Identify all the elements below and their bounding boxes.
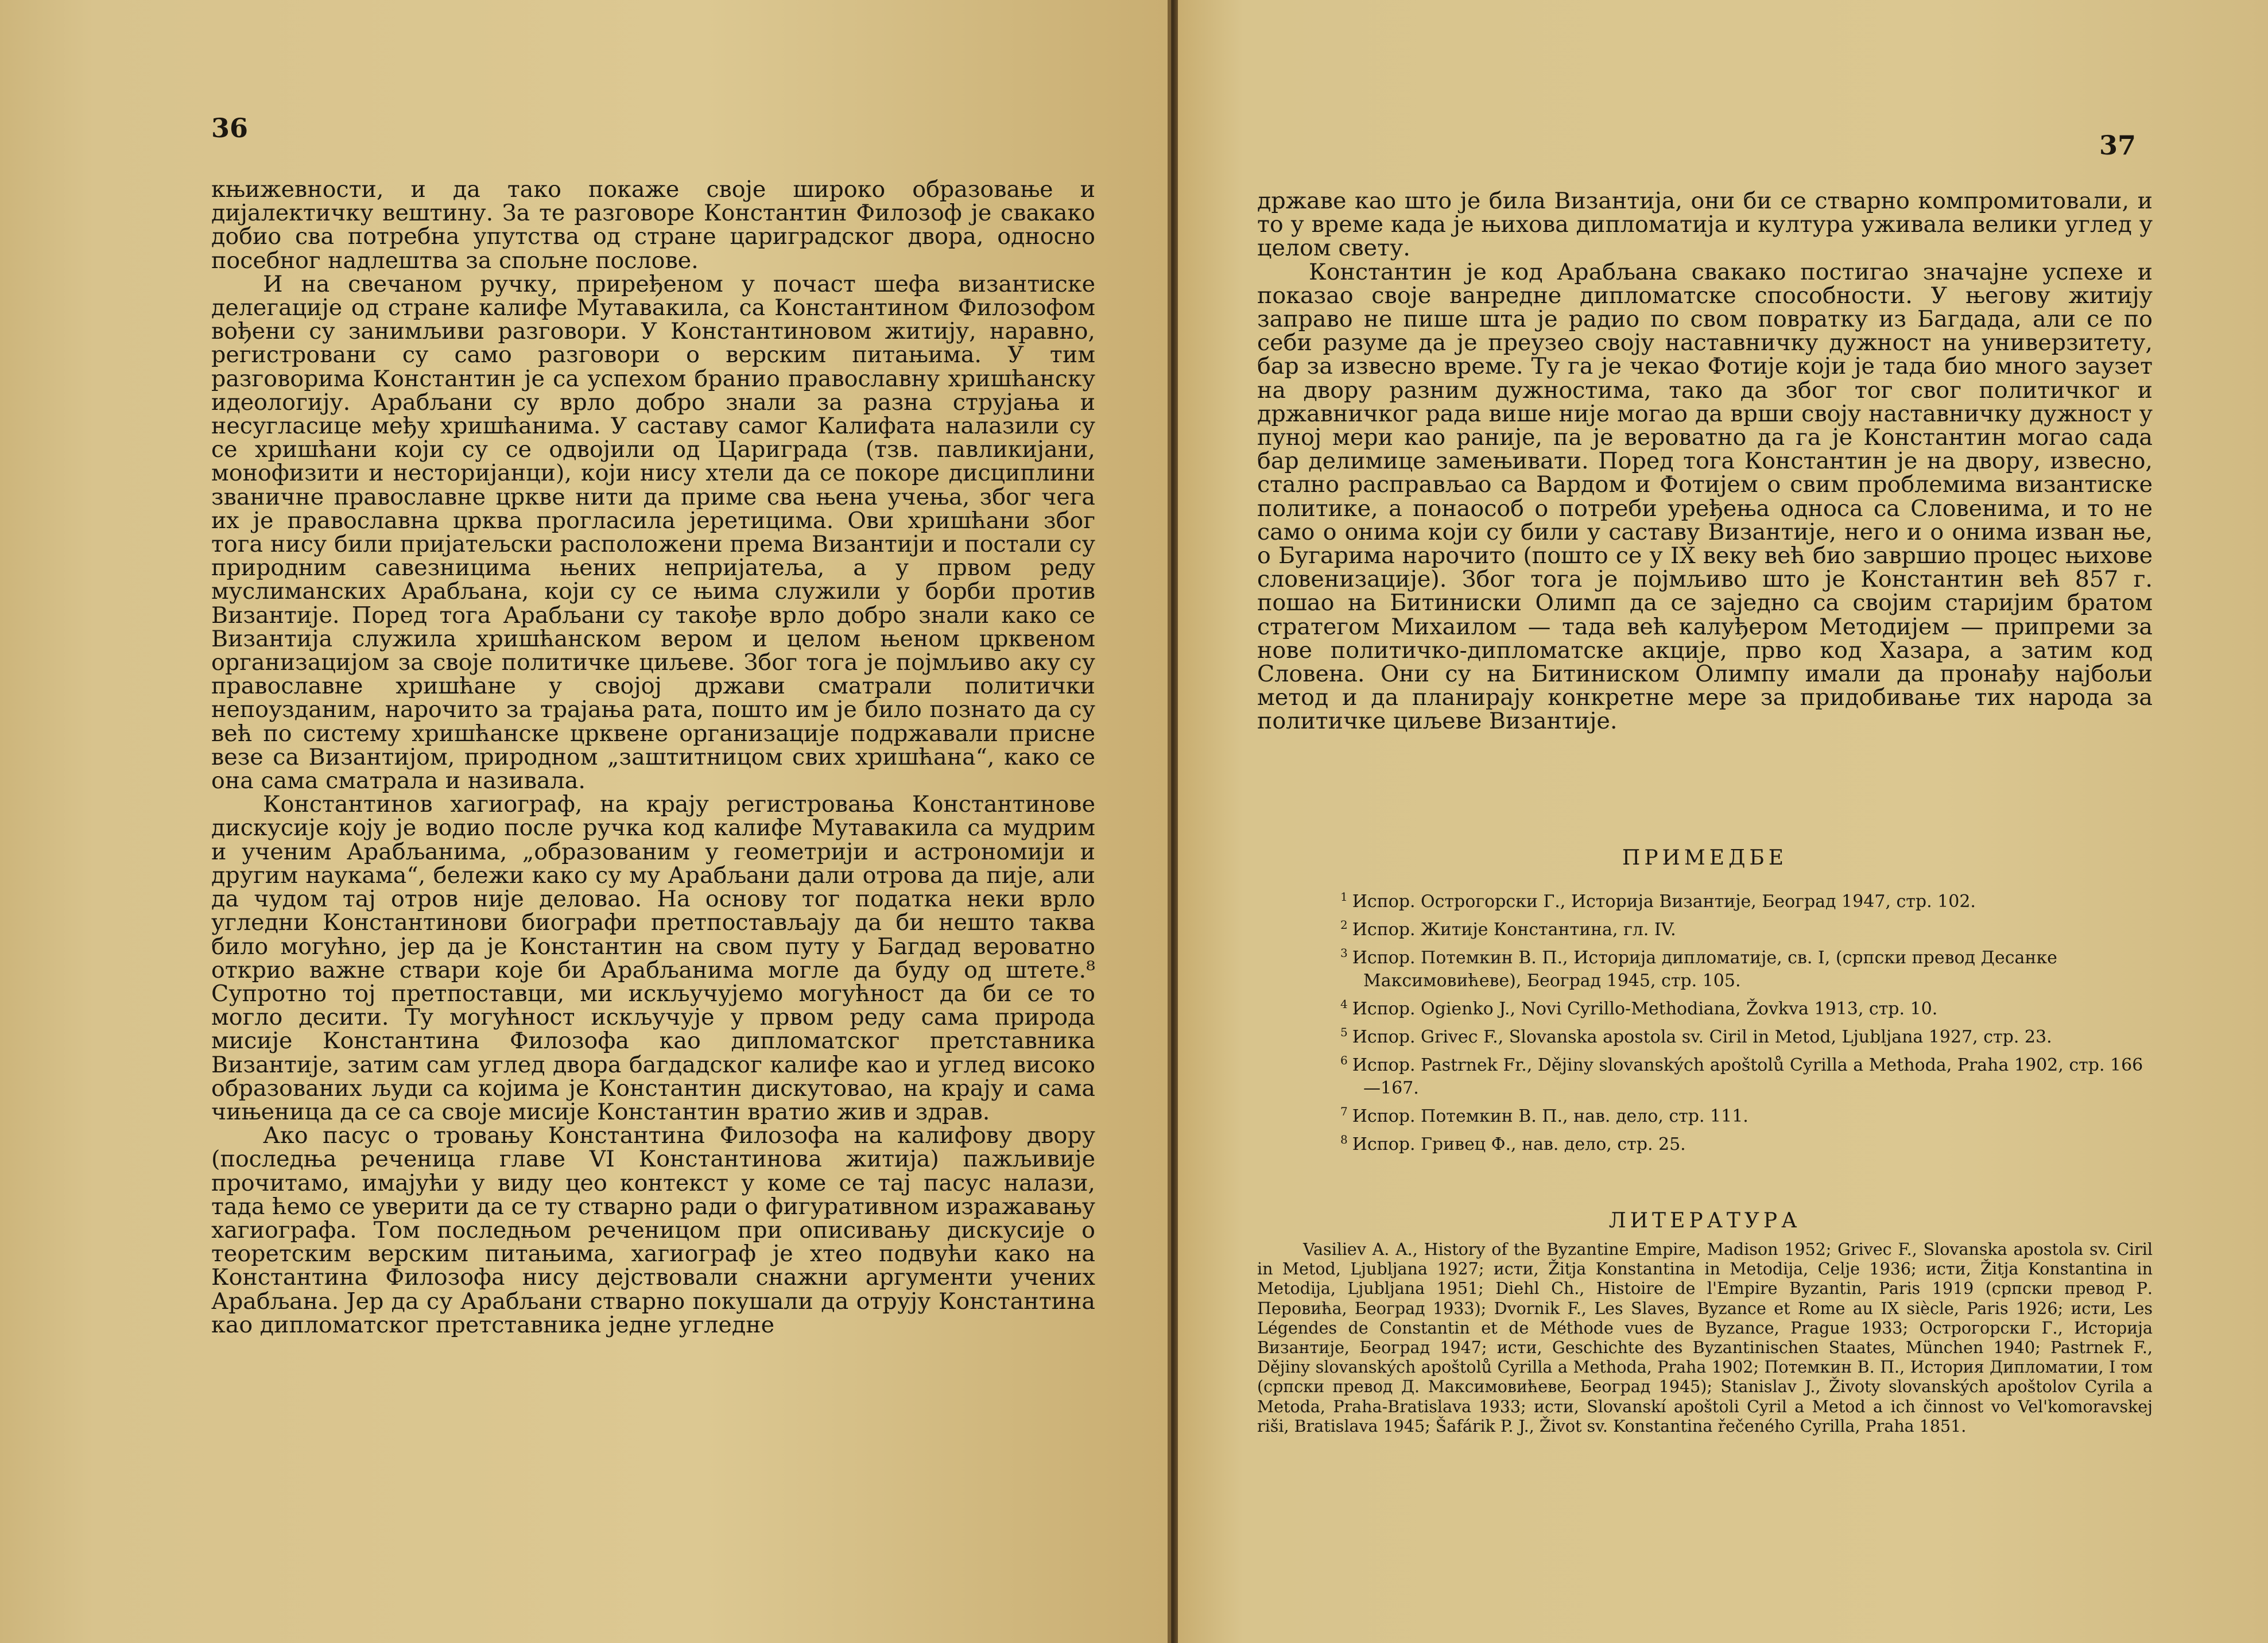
- page-number: 36: [211, 113, 249, 144]
- footnote-text: Испор. Острогорски Г., Историја Византије, Београд 1947, стр. 102.: [1352, 892, 1976, 912]
- footnote-text: Испор. Житије Константина, гл. IV.: [1352, 920, 1676, 940]
- footnote-text: Испор. Потемкин В. П., нав. дело, стр. 111.: [1352, 1106, 1749, 1126]
- footnote: [1257, 913, 2153, 941]
- paragraph: И на свечаном ручку, приређеном у почаст шефа византиске делегације од стране калифе Мутавакила, са Константином Филозофом вођени су занимљиви разговори. У Константиновом житију, наравно, регистровани су само разговори о верским питањима. У тим разговорима Константин је са успехом бранио православну хришћанску идеологију. Арабљани су врло добро знали за разна струјања и несугласице међу хришћанима. У саставу самог Калифата налазили су се хришћани који су се одвојили од Цариграда (тзв. павликијани, монофизити и несторијанци), који нису хтели да се покоре дисциплини званичне православне цркве нити да приме сва њена учења, због чега их је православна црква прогласила јеретицима. Ови хришћани због тога нису били пријатељски расположени према Византији и постали су природним савезницима њених непријатеља, а у првом реду муслиманских Арабљана, који су се њима служили у борби против Византије. Поред тога Арабљани су такође врло добро знали како се Византија служила хришћанском вером и целом њеном црквеном организацијом за своје политичке циљеве. Због тога је појмљиво аку су православне хришћане у својој држави сматрали политички непоузданим, нарочито за трајања рата, пошто им је било познато да су већ по систему хришћанске црквене организације подржавали присне везе са Византијом, природном „заштитницом свих хришћана“, како се она сама сматрала и називала.: [211, 270, 1095, 795]
- paragraph: Ако пасус о тровању Константина Филозофа на калифову двору (последња реченица главе VI Константинова житија) пажљивије прочитамо, имајући у виду цео контекст у коме се тај пасус налази, тада ћемо се уверити да се ту стварно ради о фигуративном изражавању хагиографа. Том последњом реченицом при описивању дискусије о теоретским верским питањима, хагиограф је хтео подвући како на Константина Филозофа нису дејствовали снажни аргументи учених Арабљана. Јер да су Арабљани стварно покушали да отрују Константина као дипломатског претставника једне угледне: [211, 1122, 1095, 1338]
- footnote-number: 8: [1340, 1133, 1348, 1146]
- footnote-number: 5: [1340, 1025, 1348, 1039]
- footnote: [1257, 1128, 2153, 1156]
- right-body-text: [1257, 189, 2153, 734]
- notes-list: [1257, 885, 2153, 1156]
- notes-heading: ПРИМЕДБЕ: [1622, 846, 1788, 870]
- footnote-number: 7: [1340, 1105, 1348, 1118]
- paragraph: државе као што је била Византија, они би се стварно компромитовали, и то у време када је њихова дипломатија и култура уживала велики углед у целом свету.: [1257, 188, 2153, 262]
- paragraph: књижевности, и да тако покаже своје широко образовање и дијалектичку вештину. За те разговоре Константин Филозоф је свакако добио сва потребна упутства од стране цариградског двора, односно посебног надлештва за спољне послове.: [211, 176, 1095, 274]
- footnote: [1257, 941, 2153, 993]
- footnote: [1257, 1021, 2153, 1049]
- literature-heading: ЛИТЕРАТУРА: [1608, 1209, 1801, 1233]
- footnote-number: 3: [1340, 946, 1348, 960]
- paragraph: Константинов хагиограф, на крају регистровања Константинове дискусије коју је водио после ручка код калифе Мутавакила са мудрим и ученим Арабљанима, „образованим у геометрији и астрономији и другим наукама“, бележи како су му Арабљани дали отрова да пије, али да чудом тај отров није деловао. На основу тог податка неки врло угледни Константинови биографи претпостављају да би нешто таква било могућно, јер да је Константин на свом путу у Багдад вероватно открио важне ствари које би Арабљанима могле да буду од штете.⁸ Супротно тој претпоставци, ми искључујемо могућност да би се то могло десити. Ту могућност искључује у првом реду сама природа мисије Константина Филозофа као дипломатског претставника Византије, затим сам углед двора багдадског калифе као и углед високо образованих људи са којима је Константин дискутовао, на крају и сама чињеница да се са своје мисије Константин вратио жив и здрав.: [211, 791, 1095, 1125]
- footnote-text: Испор. Потемкин В. П., Историја дипломатије, св. I, (српски превод Десанке Максимовићеве), Београд 1945, стр. 105.: [1352, 948, 2057, 991]
- footnote-number: 2: [1340, 918, 1348, 932]
- footnote-text: Испор. Ogienko J., Novi Cyrillo-Methodiana, Žovkva 1913, стр. 10.: [1352, 999, 1938, 1019]
- paragraph: Константин је код Арабљана свакако постигао значајне успехе и показао своје ванредне дипломатске способности. У његову житију заправо не пише шта је радио по свом повратку из Багдада, али се по себи разуме да је преузео своју наставничку дужност на универзитету, бар за извесно време. Ту га је чекао Фотије који је тада био много заузет на двору разним дужностима, тако да због тог свог политичког и државничког рада више није могао да врши своју наставничку дужност у пуној мери као раније, па је вероватно да га је Константин могао сада бар делимице замењивати. Поред тога Константин је на двору, извесно, стално расправљао са Вардом и Фотијем о свим проблемима византиске политике, а понаособ о потреби уређења односа са Словенима, и то не само о онима који су били у саставу Византије, него и о онима изван ње, о Бугарима нарочито (пошто се у IX веку већ био завршио процес њихове словенизације). Због тога је појмљиво што је Константин већ 857 г. пошао на Битиниски Олимп да се заједно са својим старијим братом стратегом Михаилом — тада већ калуђером Методијем — припреми за нове политичко-дипломатске акције, прво код Хазара, а затим код Словена. Они су на Битиниском Олимпу имали да пронађу најбољи метод и да планирају конкретне мере за придобивање тих народа за политичке циљеве Византије.: [1257, 258, 2153, 735]
- right-page: [1178, 0, 2268, 1643]
- footnote: [1257, 1100, 2153, 1128]
- footnote: [1257, 993, 2153, 1021]
- footnote: [1257, 1049, 2153, 1100]
- footnote-text: Испор. Grivec F., Slovanska apostola sv. Ciril in Metod, Ljubljana 1927, стр. 23.: [1352, 1027, 2052, 1047]
- literature-list: [1257, 1240, 2153, 1436]
- footnote-number: 1: [1340, 890, 1348, 904]
- page-number: 37: [2099, 130, 2137, 161]
- footnote-number: 4: [1340, 997, 1348, 1011]
- footnote-number: 6: [1340, 1053, 1348, 1067]
- footnote: [1257, 885, 2153, 913]
- footnote-text: Испор. Pastrnek Fr., Dějiny slovanských apoštolů Cyrilla a Methoda, Praha 1902, стр. 166—167.: [1352, 1055, 2143, 1098]
- literature-text: Vasiliev A. A., History of the Byzantine Empire, Madison 1952; Grivec F., Slovanska apostola sv. Ciril in Metod, Ljubljana 1927; исти, Žitja Konstantina in Metodija, Celje 1936; исти, Žitja Konstantina in Metodija, Ljubljana 1951; Diehl Ch., Histoire de l'Empire Byzantin, Paris 1919 (српски превод Р. Перовића, Београд 1933); Dvornik F., Les Slaves, Byzance et Rome au IX siècle, Paris 1926; исти, Les Légendes de Constantin et de Méthode vues de Byzance, Prague 1933; Острогорски Г., Историја Византије, Београд 1947; исти, Geschichte des Byzantinischen Staates, München 1940; Pastrnek F., Dějiny slovanských apoštolů Cyrilla a Methoda, Praha 1902; Потемкин В. П., История Дипломатии, I том (српски превод Д. Максимовићеве, Београд 1945); Stanislav J., Životy slovanských apoštolov Cyrila a Metoda, Praha-Bratislava 1933; исти, Slovanskí apoštoli Cyril a Metod a ich činnost vo Vel'komoravskej riši, Bratislava 1945; Šafárik P. J., Život sv. Konstantina řečeného Cyrilla, Praha 1851.: [1257, 1240, 2153, 1436]
- left-body-text: [211, 178, 1095, 1337]
- footnote-text: Испор. Гривец Ф., нав. дело, стр. 25.: [1352, 1134, 1686, 1154]
